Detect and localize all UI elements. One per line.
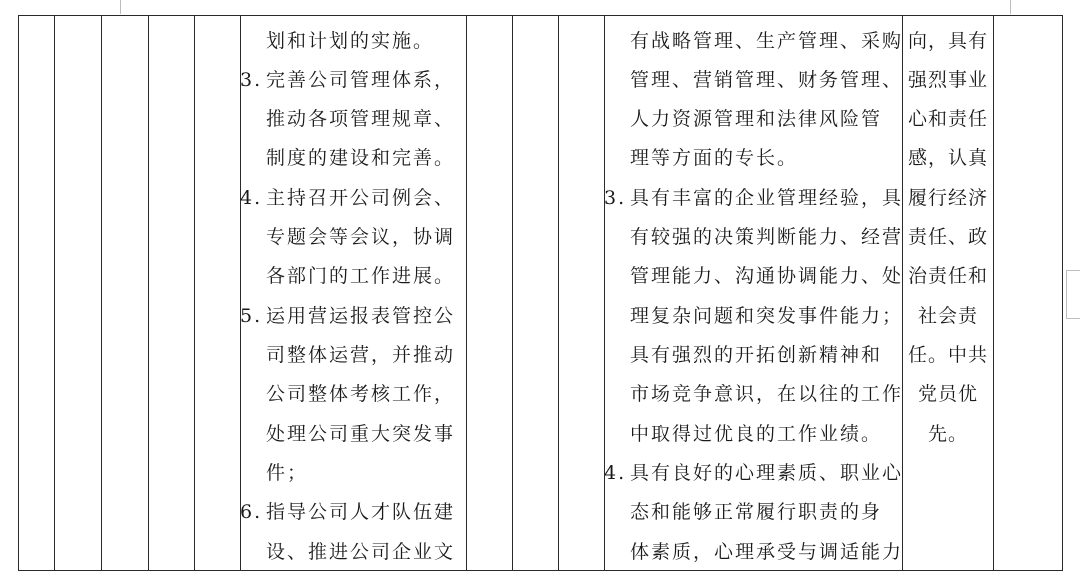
other-line: 心和责任 (907, 108, 988, 130)
column-divider (604, 15, 605, 571)
other-line: 履行经济 (907, 187, 988, 209)
ruler-marker (1066, 270, 1080, 271)
list-number: 4. (604, 462, 627, 484)
line-text: 主持召开公司例会、 (266, 187, 456, 209)
column-divider (993, 15, 994, 571)
column-divider (240, 15, 241, 571)
line-text: 公司整体考核工作， (266, 383, 456, 405)
line-text: 有较强的决策判断能力、经营 (630, 226, 904, 248)
ruler-marker (1066, 270, 1067, 318)
requirements-line (604, 382, 904, 406)
line-text: 各部门的工作进展。 (266, 265, 456, 287)
line-text: 处理公司重大突发事 (266, 423, 456, 445)
list-number: 6. (240, 501, 263, 523)
column-divider (1062, 15, 1063, 571)
other-line: 党员优 (917, 383, 978, 405)
duties-line (240, 225, 466, 249)
duties-line (240, 146, 466, 170)
line-text: 管理、营销管理、财务管理、 (630, 69, 904, 91)
requirements-line (604, 422, 900, 446)
duties-line (240, 500, 466, 524)
duties-line (240, 343, 466, 367)
column-divider (54, 15, 55, 571)
other-line: 任。中共 (907, 344, 988, 366)
duties-line (240, 461, 466, 485)
duties-line (240, 107, 466, 131)
other-line: 责任、政 (907, 226, 988, 248)
column-divider (18, 15, 19, 571)
requirements-line (604, 461, 904, 485)
line-text: 理复杂问题和突发事件能力； (630, 305, 904, 327)
requirements-line (604, 500, 900, 524)
list-number: 5. (240, 305, 263, 327)
duties-line (240, 68, 466, 92)
duties-line (240, 422, 466, 446)
line-text: 有战略管理、生产管理、采购 (630, 30, 904, 52)
requirements-line (604, 186, 904, 210)
line-text: 专题会等会议，协调 (266, 226, 456, 248)
requirements-line (604, 225, 904, 249)
list-number: 4. (240, 187, 263, 209)
line-text: 体素质，心理承受与调适能力 (630, 541, 904, 563)
list-number: 3. (604, 187, 627, 209)
line-text: 设、推进公司企业文 (266, 541, 456, 563)
list-number: 3. (240, 69, 263, 91)
line-text: 态和能够正常履行职责的身 (630, 501, 883, 523)
requirements-line (604, 29, 904, 53)
line-text: 运用营运报表管控公 (266, 305, 456, 327)
page-edge-mark (120, 0, 121, 14)
requirements-line (604, 107, 900, 131)
other-line: 向，具有 (907, 30, 988, 52)
line-text: 管理能力、沟通协调能力、处 (630, 265, 904, 287)
requirements-line (604, 343, 900, 367)
duties-line (240, 382, 466, 406)
duties-line (240, 264, 466, 288)
ruler-marker (1066, 318, 1080, 319)
line-text: 中取得过优良的工作业绩。 (630, 423, 883, 445)
duties-line (240, 29, 466, 53)
other-line: 治责任和 (907, 265, 988, 287)
other-line: 强烈事业 (907, 69, 988, 91)
line-text: 人力资源管理和法律风险管 (630, 108, 883, 130)
other-line: 社会责 (917, 305, 978, 327)
other-line: 先。 (927, 423, 968, 445)
line-text: 推动各项管理规章、 (266, 108, 456, 130)
column-divider (101, 15, 102, 571)
requirements-line (604, 304, 904, 328)
requirements-line (604, 68, 904, 92)
column-divider (512, 15, 513, 571)
column-divider (466, 15, 467, 571)
line-text: 制度的建设和完善。 (266, 147, 456, 169)
line-text: 具有丰富的企业管理经验，具 (630, 187, 904, 209)
line-text: 司整体运营，并推动 (266, 344, 456, 366)
column-divider (902, 15, 903, 571)
duties-line (240, 186, 466, 210)
requirements-line (604, 540, 904, 564)
line-text: 理等方面的专长。 (630, 147, 799, 169)
page-edge-mark (1010, 0, 1011, 14)
other-line: 感，认真 (907, 147, 988, 169)
line-text: 具有良好的心理素质、职业心 (630, 462, 904, 484)
column-divider (148, 15, 149, 571)
column-divider (194, 15, 195, 571)
line-text: 指导公司人才队伍建 (266, 501, 456, 523)
duties-line (240, 304, 466, 328)
line-text: 市场竞争意识，在以往的工作 (630, 383, 904, 405)
column-divider (558, 15, 559, 571)
line-text: 件； (266, 462, 309, 484)
line-text: 划和计划的实施。 (266, 30, 435, 52)
duties-line (240, 540, 466, 564)
line-text: 具有强烈的开拓创新精神和 (630, 344, 883, 366)
requirements-line (604, 146, 900, 170)
table-bottom-border (18, 570, 1063, 571)
line-text: 完善公司管理体系， (266, 69, 456, 91)
table-top-border (18, 15, 1063, 16)
requirements-line (604, 264, 904, 288)
